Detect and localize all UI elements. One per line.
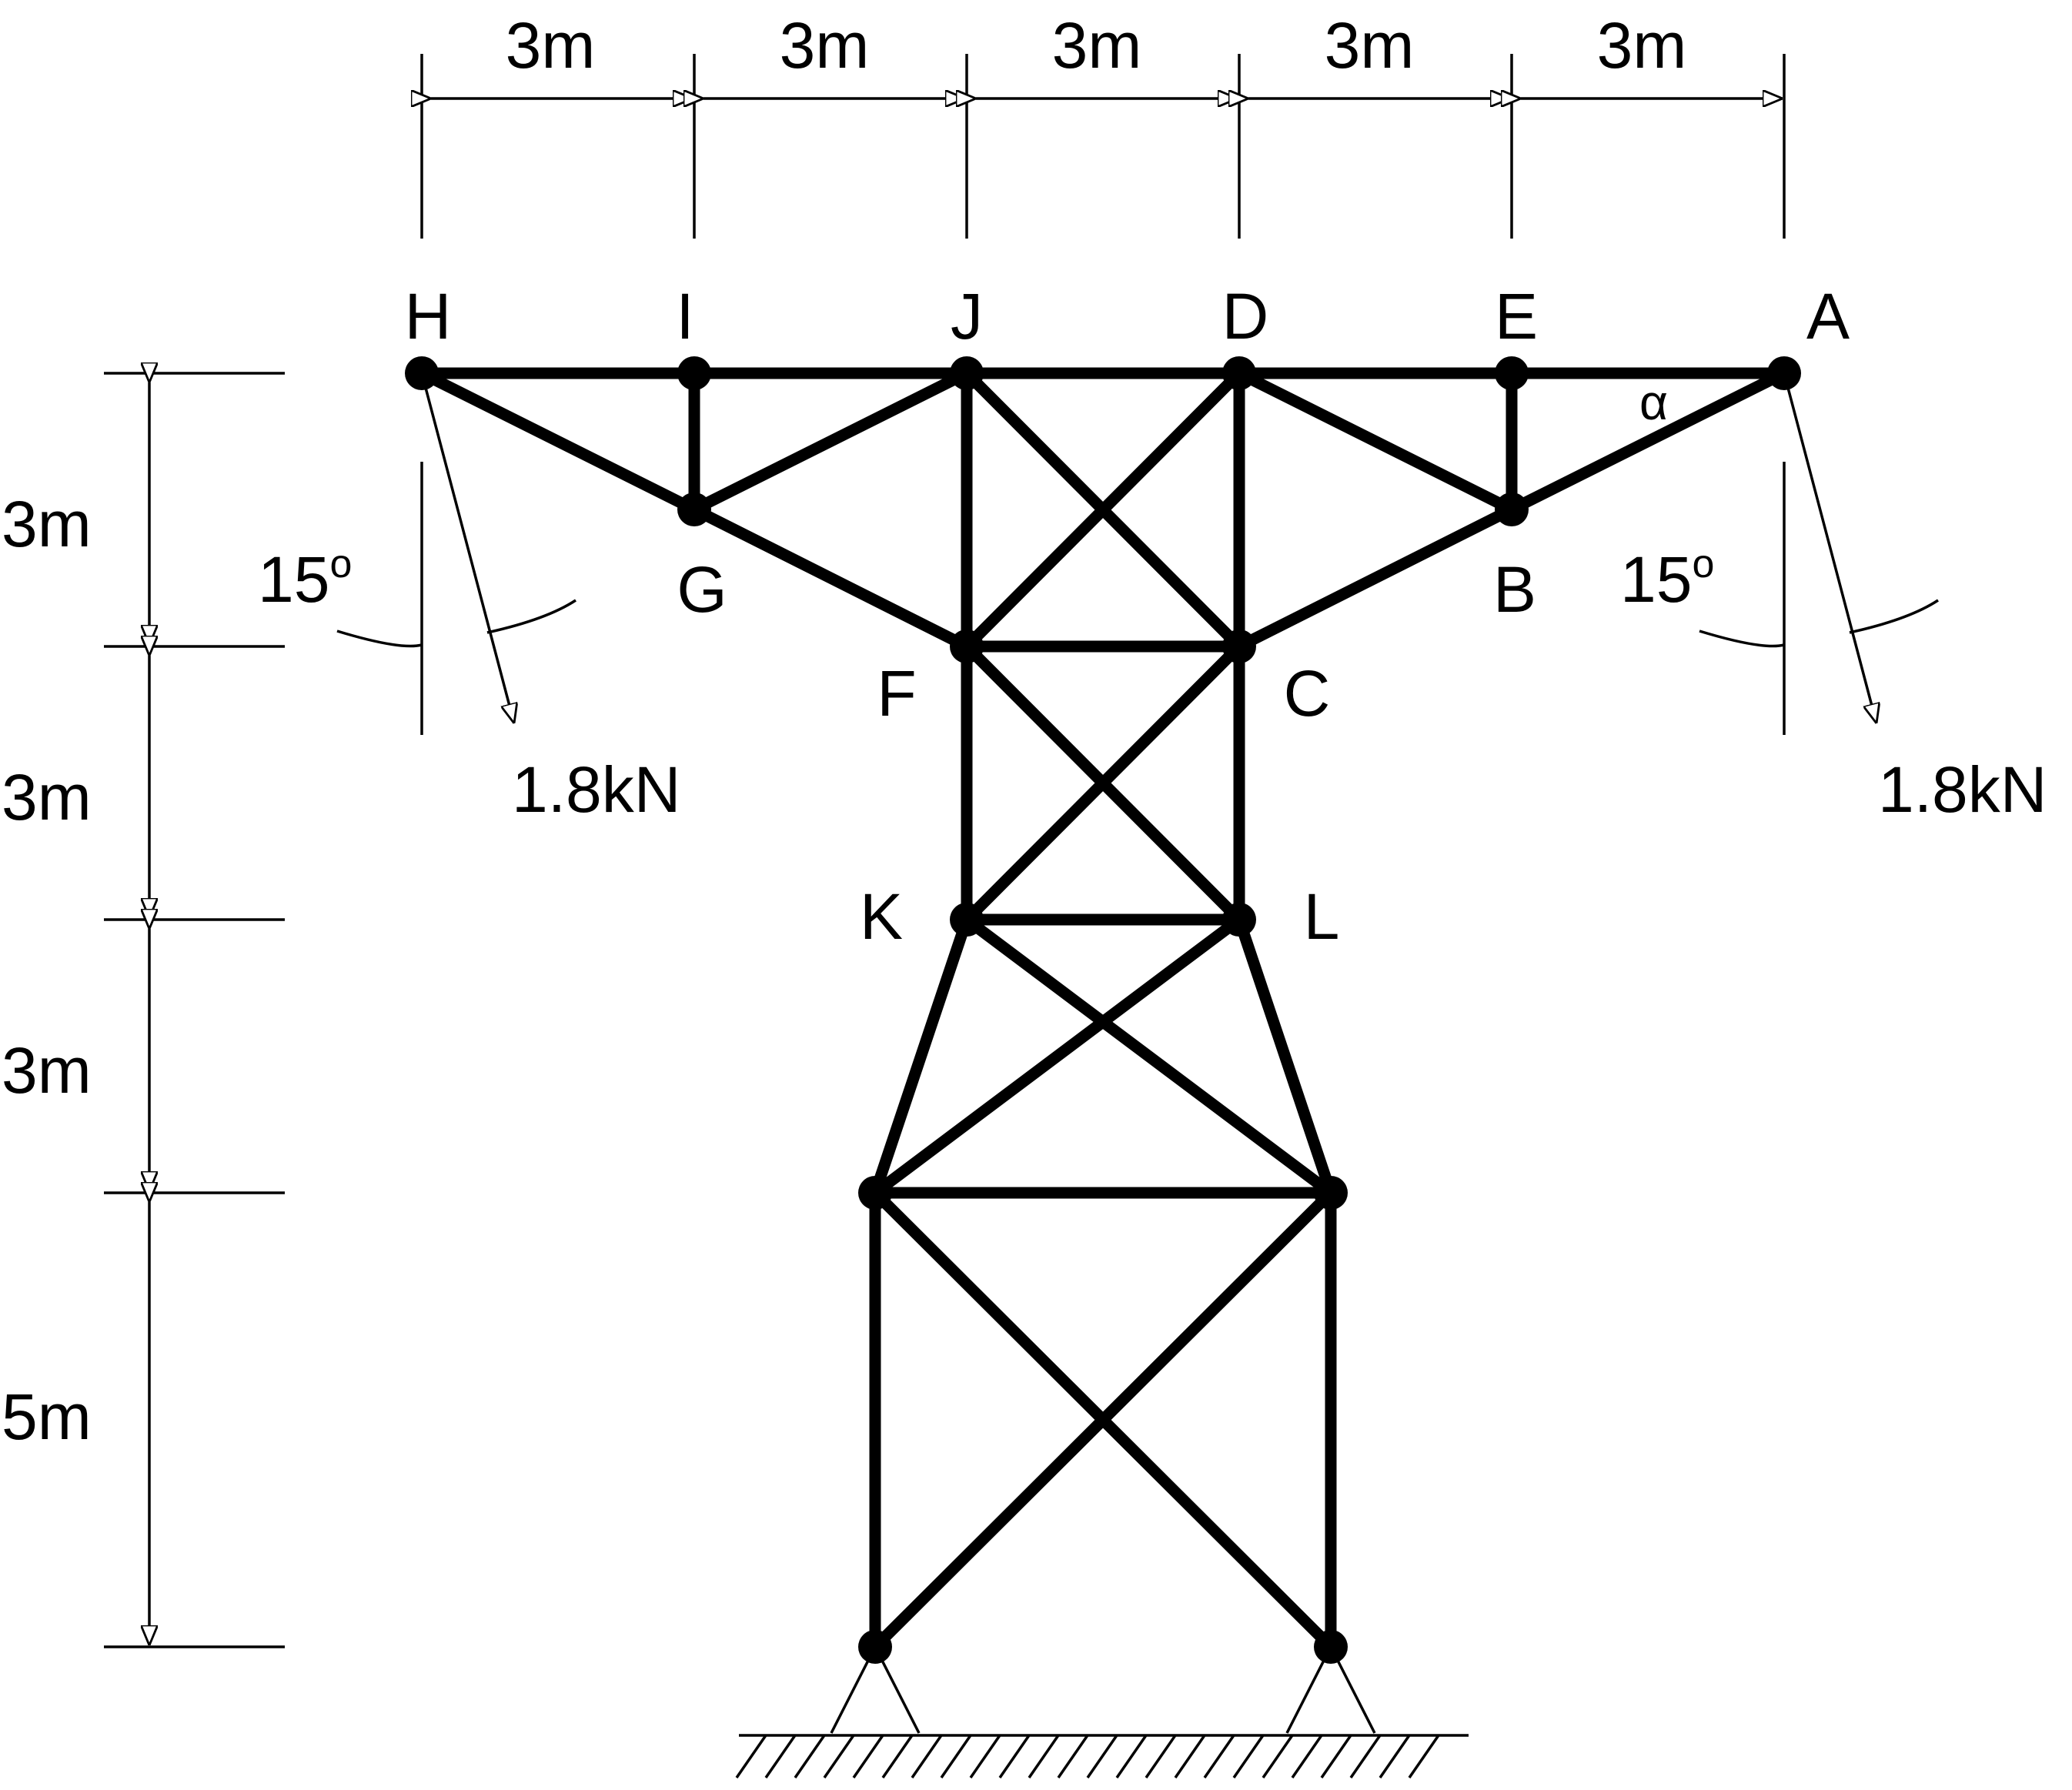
member-HG <box>422 373 694 509</box>
label-I: I <box>676 280 694 352</box>
angle-arc-right <box>1699 631 1784 646</box>
angle-label-left: 15$^o$ <box>258 542 353 616</box>
angle-label-right: 15$^o$ <box>1620 542 1715 616</box>
ground-hatch-line <box>1380 1735 1409 1778</box>
ground-hatch-line <box>1000 1735 1029 1778</box>
joint-mid-right <box>1314 1176 1348 1210</box>
load-value-right: 1.8kN <box>1878 753 2047 826</box>
top-dim-1: 3m <box>505 9 596 82</box>
ground-hatch-line <box>1234 1735 1263 1778</box>
joint-L <box>1222 903 1256 937</box>
joint-E <box>1495 356 1529 390</box>
ground-hatch-line <box>824 1735 854 1778</box>
ground-hatch-line <box>912 1735 941 1778</box>
side-dimensions <box>2 373 285 1647</box>
load-arrow-right <box>1784 373 1876 723</box>
label-F: F <box>877 657 917 730</box>
angle-arc-right <box>1850 600 1938 633</box>
ground-hatch-line <box>1292 1735 1322 1778</box>
load-value-left: 1.8kN <box>512 753 681 826</box>
label-E: E <box>1494 280 1539 352</box>
side-dim-3: 3m <box>2 1034 92 1107</box>
member-GJ <box>694 373 967 509</box>
top-dim-2: 3m <box>779 9 870 82</box>
joint-B <box>1495 493 1529 526</box>
ground-hatch-line <box>795 1735 824 1778</box>
joint-K <box>950 903 984 937</box>
loads <box>258 373 2047 826</box>
label-J: J <box>951 280 983 352</box>
ground-hatch-line <box>1146 1735 1175 1778</box>
load-arrow-left <box>422 373 514 723</box>
side-dim-4: 5m <box>2 1381 92 1453</box>
supports <box>737 1647 1469 1778</box>
pin-support-right <box>1287 1647 1331 1733</box>
member-K-diag <box>967 920 1331 1193</box>
member-BC <box>1239 509 1512 646</box>
member-GF <box>694 509 967 646</box>
ground-hatch-line <box>1058 1735 1088 1778</box>
joint-J <box>950 356 984 390</box>
joint-I <box>677 356 711 390</box>
ground-hatch-line <box>971 1735 1000 1778</box>
member-BD <box>1239 373 1512 509</box>
joint-F <box>950 630 984 663</box>
node-labels <box>405 280 1850 953</box>
joint-mid-left <box>858 1176 892 1210</box>
ground-hatch-line <box>1322 1735 1351 1778</box>
joint-D <box>1222 356 1256 390</box>
ground-hatch-line <box>1029 1735 1058 1778</box>
pin-support-left <box>831 1647 875 1733</box>
member-L-diag <box>875 920 1239 1193</box>
top-dim-3: 3m <box>1051 9 1142 82</box>
label-B: B <box>1492 553 1537 626</box>
label-alpha: α <box>1639 375 1668 430</box>
ground-hatch-line <box>1409 1735 1439 1778</box>
label-L: L <box>1303 880 1340 953</box>
label-D: D <box>1221 280 1269 352</box>
joint-G <box>677 493 711 526</box>
angle-arc-left <box>487 600 576 633</box>
ground-hatch-line <box>1117 1735 1146 1778</box>
label-K: K <box>859 880 904 953</box>
truss-members <box>422 373 1784 1647</box>
ground-hatch-line <box>737 1735 766 1778</box>
joint-C <box>1222 630 1256 663</box>
top-dim-5: 3m <box>1596 9 1687 82</box>
ground-hatch-line <box>854 1735 883 1778</box>
ground-hatch-line <box>1088 1735 1117 1778</box>
ground-hatch-line <box>766 1735 795 1778</box>
ground-hatch-line <box>1175 1735 1205 1778</box>
side-dim-2: 3m <box>2 761 92 833</box>
label-A: A <box>1806 280 1850 352</box>
ground-hatch-line <box>941 1735 971 1778</box>
ground-hatch-line <box>883 1735 912 1778</box>
label-H: H <box>404 280 452 352</box>
top-dimensions <box>422 9 1784 239</box>
ground-hatch-line <box>1351 1735 1380 1778</box>
label-G: G <box>677 553 727 626</box>
pin-support-right <box>1331 1647 1375 1733</box>
ground-hatch-line <box>1205 1735 1234 1778</box>
side-dim-1: 3m <box>2 488 92 560</box>
ground-hatch-line <box>1263 1735 1292 1778</box>
angle-arc-left <box>337 631 422 646</box>
pin-support-left <box>875 1647 919 1733</box>
joints <box>405 356 1801 1664</box>
label-C: C <box>1283 657 1331 730</box>
ground-hatching <box>737 1735 1439 1778</box>
top-dim-4: 3m <box>1324 9 1415 82</box>
